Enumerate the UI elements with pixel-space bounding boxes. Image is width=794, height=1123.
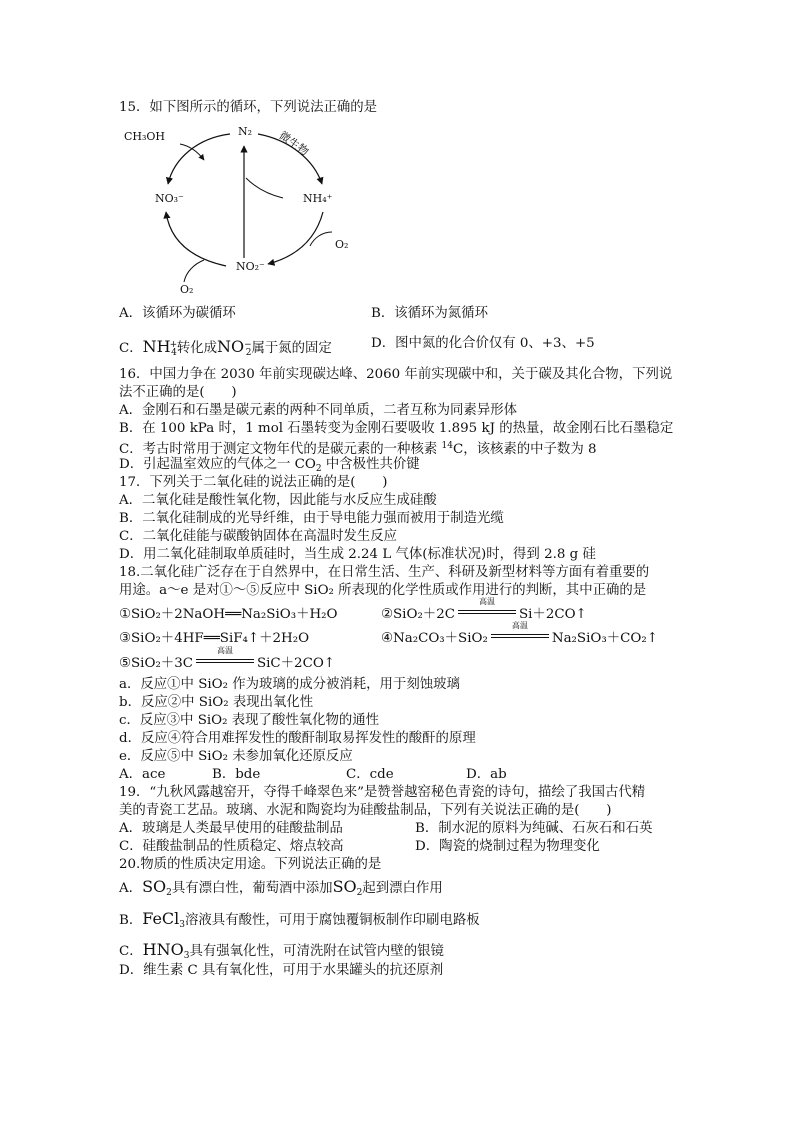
q16-option-a: A．金刚石和石墨是碳元素的两种不同单质，二者互称为同素异形体 <box>119 403 517 418</box>
q18-option-a: A．ace <box>119 767 166 782</box>
q19-stem-2: 美的青瓷工艺品。玻璃、水泥和陶瓷均为硅酸盐制品，下列有关说法正确的是( ) <box>119 803 612 818</box>
q20-option-b: B．FeCl$_3$溶液具有酸性，可用于腐蚀覆铜板制作印刷电路板 <box>119 909 480 930</box>
q18-reaction-3: ③SiO₂＋4HF══SiF₄↑＋2H₂O <box>119 631 310 646</box>
q20-option-d: D．维生素 C 具有氧化性，可用于水果罐头的抗还原剂 <box>119 963 444 978</box>
label-no3: NO₃⁻ <box>155 192 184 205</box>
arc-no3-to-n2 <box>168 134 230 184</box>
q18-statement-b: b．反应②中 SiO₂ 表现出氧化性 <box>119 695 314 710</box>
q20-option-c: C．$HNO_3$具有强氧化性，可清洗附在试管内壁的银镜 <box>119 940 444 961</box>
arrow-ch3oh <box>180 144 204 160</box>
q15-option-d: D．图中氮的化合价仅有 0、+3、+5 <box>371 336 595 351</box>
curve-o2-bottom <box>184 260 204 282</box>
q18-reaction-5: ⑤SiO₂＋3C 高温 SiC＋2CO↑ <box>119 646 336 671</box>
q18-stem-1: 18.二氧化硅广泛存在于自然界中，在日常生活、生产、科研及新型材料等方面有着重要的 <box>119 565 650 580</box>
arc-no2-to-no3 <box>166 212 226 266</box>
q18-stem-2: 用途。a～e 是对①～⑤反应中 SiO₂ 所表现的化学性质或作用进行的判断，其中正确的是 <box>119 583 647 598</box>
q18-option-b: B．bde <box>212 767 261 782</box>
q19-option-a: A．玻璃是人类最早使用的硅酸盐制品 <box>119 821 343 836</box>
q16-stem-1: 16．中国力争在 2030 年前实现碳达峰、2060 年前实现碳中和，关于碳及其化合物，下列说 <box>119 367 673 382</box>
q18-reaction-2: ②SiO₂＋2C 高温 Si＋2CO↑ <box>381 597 587 622</box>
q18-reaction-1: ①SiO₂＋2NaOH══Na₂SiO₃＋H₂O <box>119 607 338 622</box>
curve-nh4-branch <box>246 178 283 198</box>
q18-statement-a: a．反应①中 SiO₂ 作为玻璃的成分被消耗，用于刻蚀玻璃 <box>119 677 460 692</box>
q15-stem: 15．如下图所示的循环，下列说法正确的是 <box>119 100 378 115</box>
q18-statement-c: c．反应③中 SiO₂ 表现了酸性氧化物的通性 <box>119 713 380 728</box>
label-o2-bottom: O₂ <box>180 283 194 296</box>
label-no2: NO₂⁻ <box>236 260 265 273</box>
label-nh4: NH₄⁺ <box>303 192 333 205</box>
q16-option-c: C．考古时常用于测定文物年代的是碳元素的一种核素 $^{14}$C，该核素的中子数为 8 <box>119 441 597 457</box>
q15-option-b: B．该循环为氮循环 <box>371 306 488 321</box>
q15-option-a: A．该循环为碳循环 <box>119 306 236 321</box>
q19-stem-1: 19．“九秋风露越窑开，夺得千峰翠色来”是赞誉越窑秘色青瓷的诗句，描绘了我国古代精 <box>119 785 646 800</box>
q18-option-c: C．cde <box>346 767 394 782</box>
q16-option-d: D．引起温室效应的气体之一 $CO_2$ 中含极性共价键 <box>119 457 420 474</box>
nitrogen-cycle-diagram <box>118 120 368 300</box>
label-ch3oh: CH₃OH <box>124 130 166 143</box>
q19-option-c: C．硅酸盐制品的性质稳定、熔点较高 <box>119 839 344 854</box>
q17-option-b: B．二氧化硅制成的光导纤维，由于导电能力强而被用于制造光缆 <box>119 511 504 526</box>
q18-statement-d: d．反应④符合用难挥发性的酸酐制取易挥发性的酸酐的原理 <box>119 731 476 746</box>
label-o2-right: O₂ <box>335 238 349 251</box>
label-n2: N₂ <box>238 125 253 138</box>
q16-stem-2: 法不正确的是( ) <box>119 385 237 400</box>
q17-option-c: C．二氧化硅能与碳酸钠固体在高温时发生反应 <box>119 529 398 544</box>
q16-option-b: B．在 100 kPa 时，1 mol 石墨转变为金刚石要吸收 1.895 kJ 的热量，故金刚石比石墨稳定 <box>119 421 674 436</box>
q17-stem: 17．下列关于二氧化硅的说法正确的是( ) <box>119 475 388 490</box>
q19-option-d: D．陶瓷的烧制过程为物理变化 <box>415 839 600 854</box>
q20-option-a: A．$SO_2$具有漂白性，葡萄酒中添加$SO_2$起到漂白作用 <box>119 877 443 898</box>
label-microbe: 微生物 <box>276 128 312 159</box>
q17-option-d: D．用二氧化硅制取单质硅时，当生成 2.24 L 气体(标准状况)时，得到 2.8 g 硅 <box>119 547 596 562</box>
q20-stem: 20.物质的性质决定用途。下列说法正确的是 <box>119 857 382 872</box>
q18-option-d: D．ab <box>466 767 507 782</box>
q18-reaction-4: ④Na₂CO₃＋SiO₂ 高温 Na₂SiO₃＋CO₂↑ <box>381 621 658 646</box>
q19-option-b: B．制水泥的原料为纯碱、石灰石和石英 <box>415 821 653 836</box>
arc-nh4-to-no2 <box>268 212 323 264</box>
q17-option-a: A．二氧化硅是酸性氧化物，因此能与水反应生成硅酸 <box>119 493 437 508</box>
q18-statement-e: e．反应⑤中 SiO₂ 未参加氧化还原反应 <box>119 749 353 764</box>
q15-option-c: C．$NH^+_4$转化成$NO^-_2$属于氮的固定 <box>119 337 332 358</box>
